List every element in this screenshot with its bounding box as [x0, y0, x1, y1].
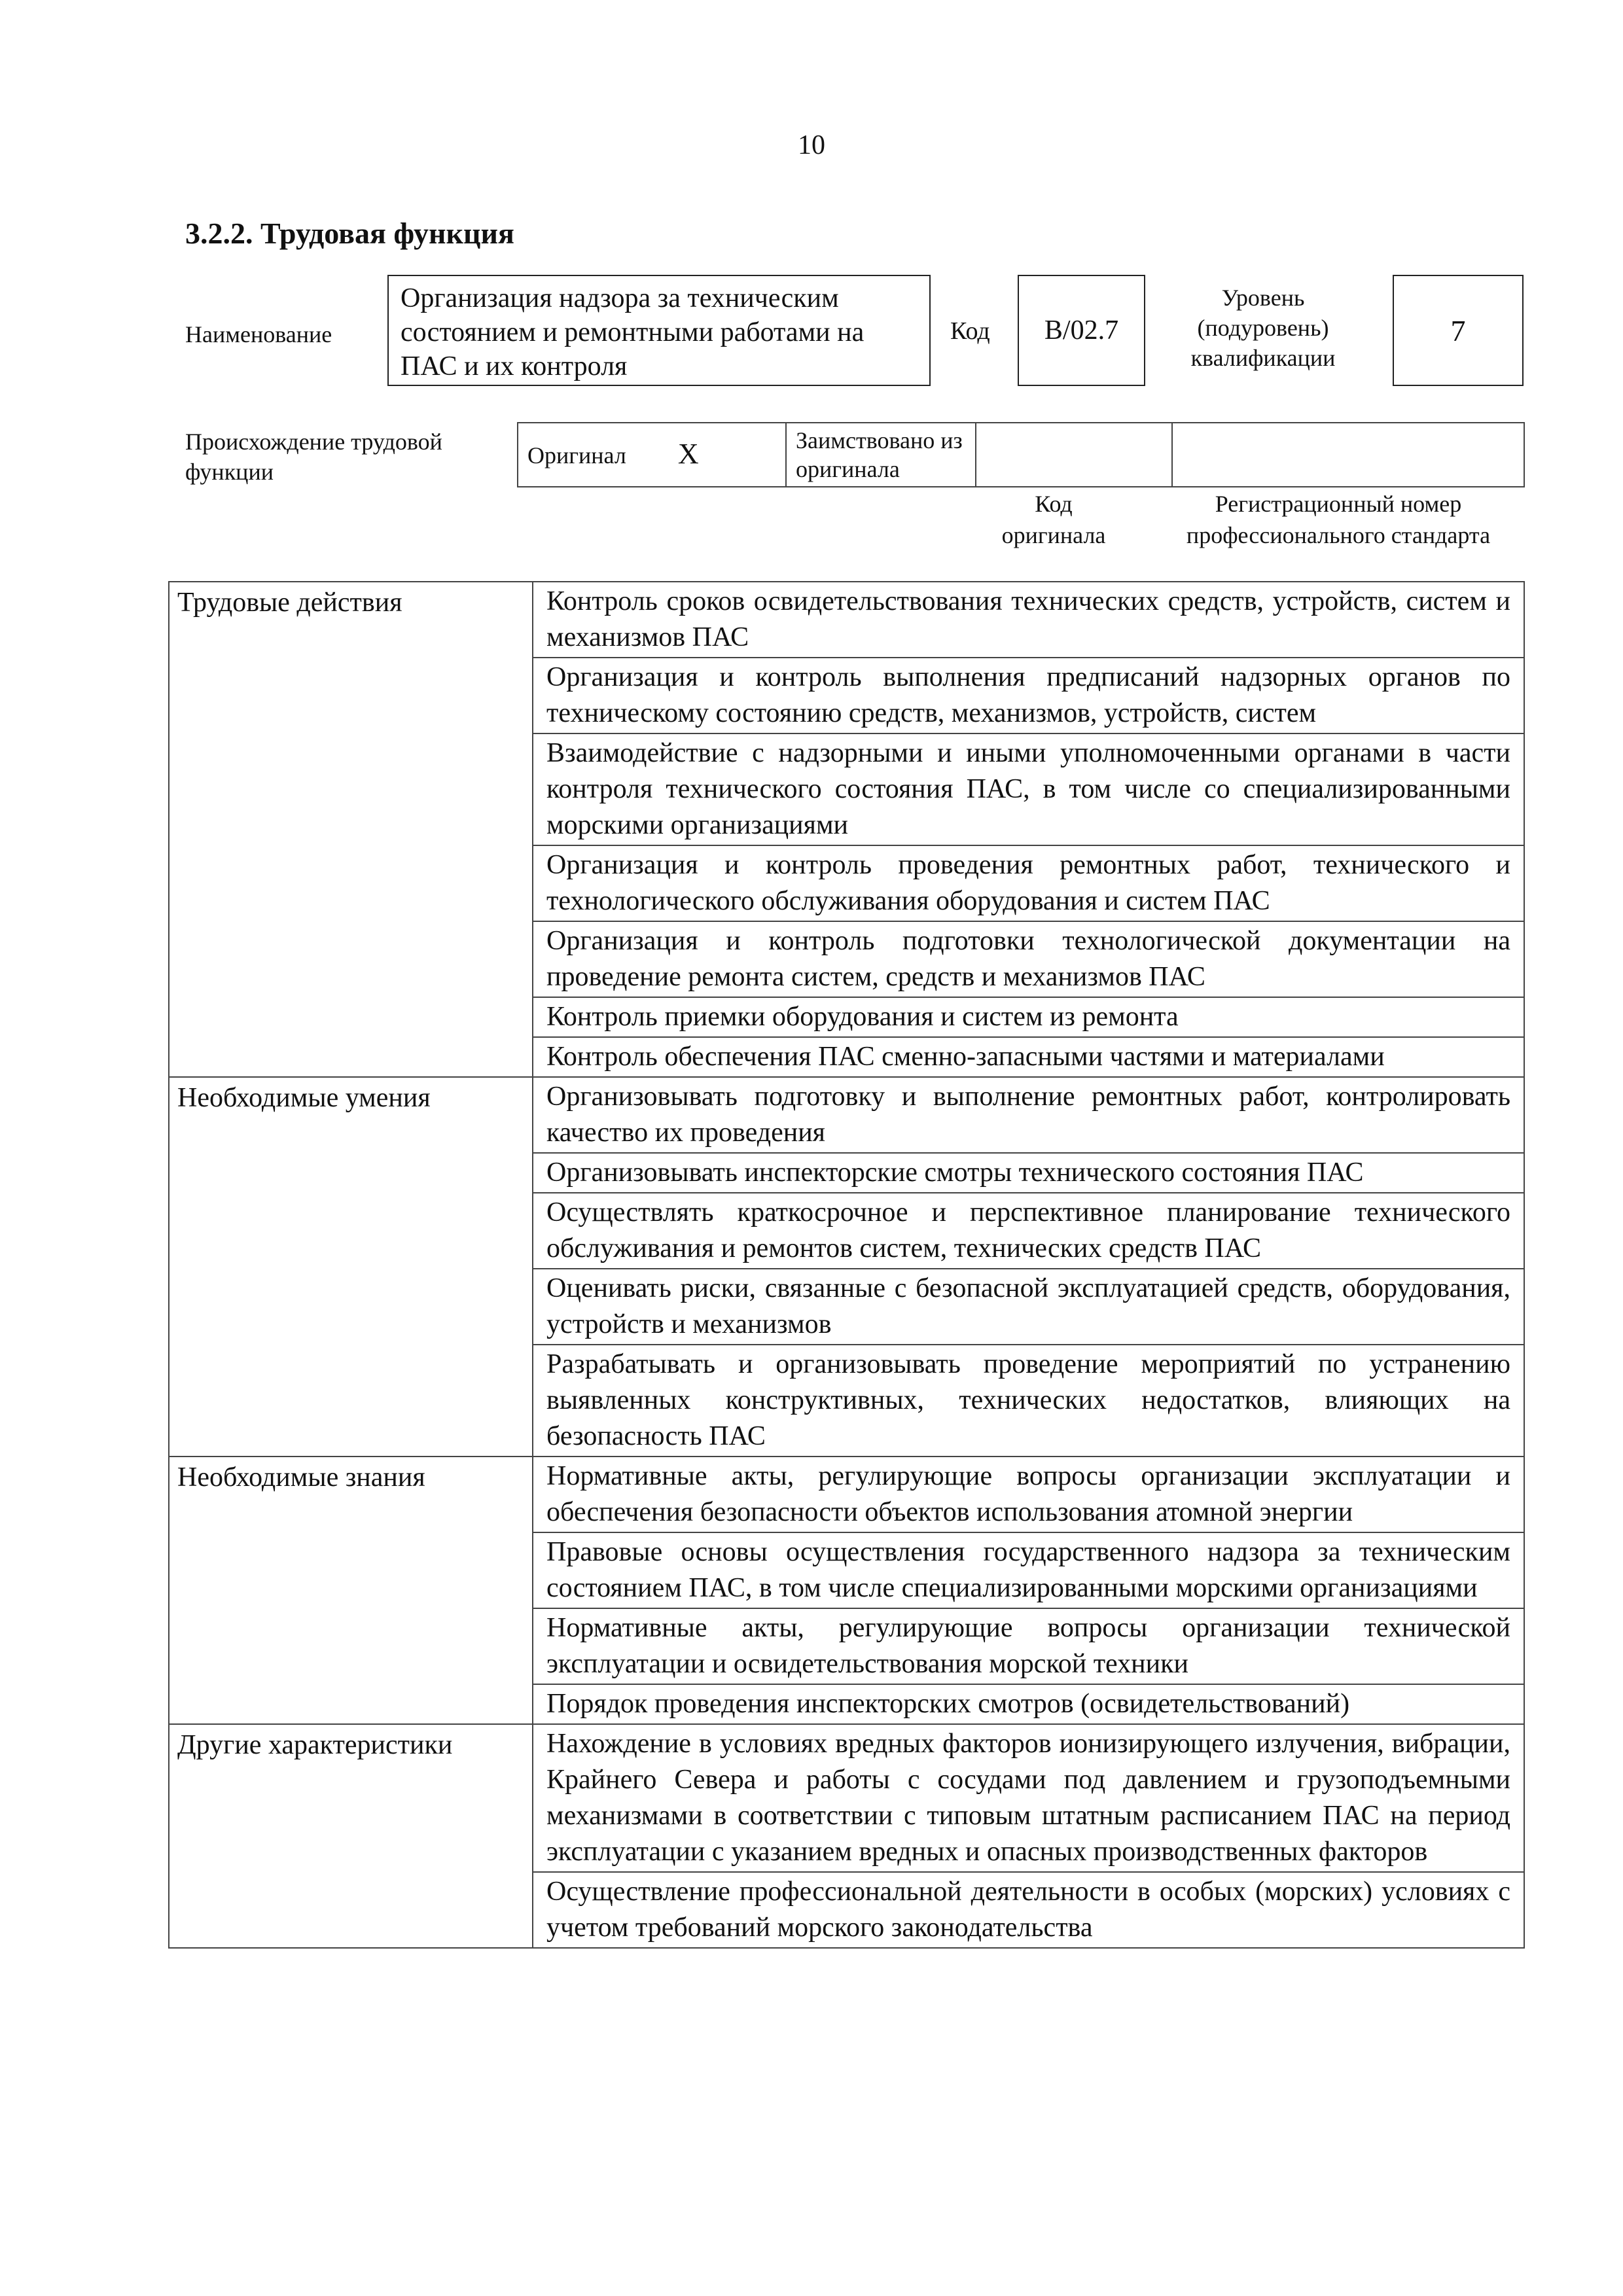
- code-value: B/02.7: [1044, 315, 1119, 345]
- requirement-item: Осуществление профессиональной деятельности в особых (морских) условиях с учетом требований морского законодательства: [533, 1872, 1524, 1948]
- table-row: [169, 582, 1524, 658]
- requirement-item: Оценивать риски, связанные с безопасной эксплуатацией средств, оборудования, устройств и механизмов: [533, 1269, 1524, 1345]
- level-value: 7: [1450, 313, 1466, 347]
- code-box: [1018, 275, 1145, 386]
- function-name-box: Организация надзора за техническим состоянием и ремонтными работами на ПАС и их контроля: [387, 275, 931, 386]
- requirement-item: Разрабатывать и организовывать проведение мероприятий по устранению выявленных конструктивных, технических недостатков, влияющих на безопасность ПАС: [533, 1345, 1524, 1457]
- requirement-item: Правовые основы осуществления государственного надзора за техническим состоянием ПАС, в том числе специализированными морскими организациями: [533, 1532, 1524, 1608]
- section-title-cell: Другие характеристики: [169, 1724, 533, 1948]
- requirement-item: Нахождение в условиях вредных факторов ионизирующего излучения, вибрации, Крайнего Севера и работы с сосудами под давлением и грузоподъемными механизмами в соответствии с типовым штатным расписанием ПАС на период эксплуатации с указанием вредных и опасных производственных факторов: [533, 1724, 1524, 1872]
- table-row: [169, 1457, 1524, 1532]
- origin-code-caption: Код оригинала: [1001, 491, 1106, 548]
- requirement-item: Контроль обеспечения ПАС сменно-запасными частями и материалами: [533, 1037, 1524, 1077]
- level-box: [1393, 275, 1524, 386]
- origin-label: Происхождение трудовой функции: [185, 429, 442, 485]
- level-label: Уровень (подуровень) квалификации: [1190, 285, 1336, 371]
- name-label: Наименование: [185, 321, 332, 347]
- origin-code-cell: [976, 423, 1172, 487]
- origin-table: [517, 422, 1525, 487]
- origin-reg-cell: [1172, 423, 1524, 487]
- requirement-item: Порядок проведения инспекторских смотров (освидетельствований): [533, 1684, 1524, 1724]
- section-title-cell: Трудовые действия: [169, 582, 533, 1077]
- requirement-item: Взаимодействие с надзорными и иными уполномоченными органами в части контроля технического состояния ПАС, в том числе со специализированными морскими организациями: [533, 733, 1524, 845]
- origin-original-cell: [518, 423, 786, 487]
- requirement-item: Контроль приемки оборудования и систем из ремонта: [533, 997, 1524, 1037]
- origin-reg-caption: Регистрационный номер профессионального стандарта: [1186, 491, 1491, 548]
- requirement-item: Организация и контроль проведения ремонтных работ, технического и технологического обслуживания оборудования и систем ПАС: [533, 845, 1524, 921]
- original-label: Оригинал: [527, 442, 626, 468]
- requirement-item: Нормативные акты, регулирующие вопросы организации технической эксплуатации и освидетельствования морской техники: [533, 1608, 1524, 1684]
- requirement-item: Организация и контроль выполнения предписаний надзорных органов по техническому состоянию средств, механизмов, устройств, систем: [533, 658, 1524, 733]
- requirement-item: Контроль сроков освидетельствования технических средств, устройств, систем и механизмов ПАС: [533, 582, 1524, 658]
- origin-borrowed-cell: Заимствовано из оригинала: [786, 423, 976, 487]
- characteristics-table: [168, 581, 1525, 1949]
- requirement-item: Организовывать инспекторские смотры технического состояния ПАС: [533, 1153, 1524, 1193]
- requirement-item: Нормативные акты, регулирующие вопросы организации эксплуатации и обеспечения безопасности объектов использования атомной энергии: [533, 1457, 1524, 1532]
- section-title: 3.2.2. Трудовая функция: [185, 217, 514, 250]
- requirement-item: Осуществлять краткосрочное и перспективное планирование технического обслуживания и ремонтов систем, технических средств ПАС: [533, 1193, 1524, 1269]
- section-title-cell: Необходимые знания: [169, 1457, 533, 1724]
- requirement-item: Организовывать подготовку и выполнение ремонтных работ, контролировать качество их проведения: [533, 1077, 1524, 1153]
- code-label: Код: [950, 317, 990, 345]
- table-row: [169, 1724, 1524, 1872]
- requirement-item: Организация и контроль подготовки технологической документации на проведение ремонта систем, средств и механизмов ПАС: [533, 921, 1524, 997]
- original-mark: X: [677, 438, 699, 470]
- section-title-cell: Необходимые умения: [169, 1077, 533, 1457]
- table-row: [169, 1077, 1524, 1153]
- page-number: 10: [798, 130, 825, 160]
